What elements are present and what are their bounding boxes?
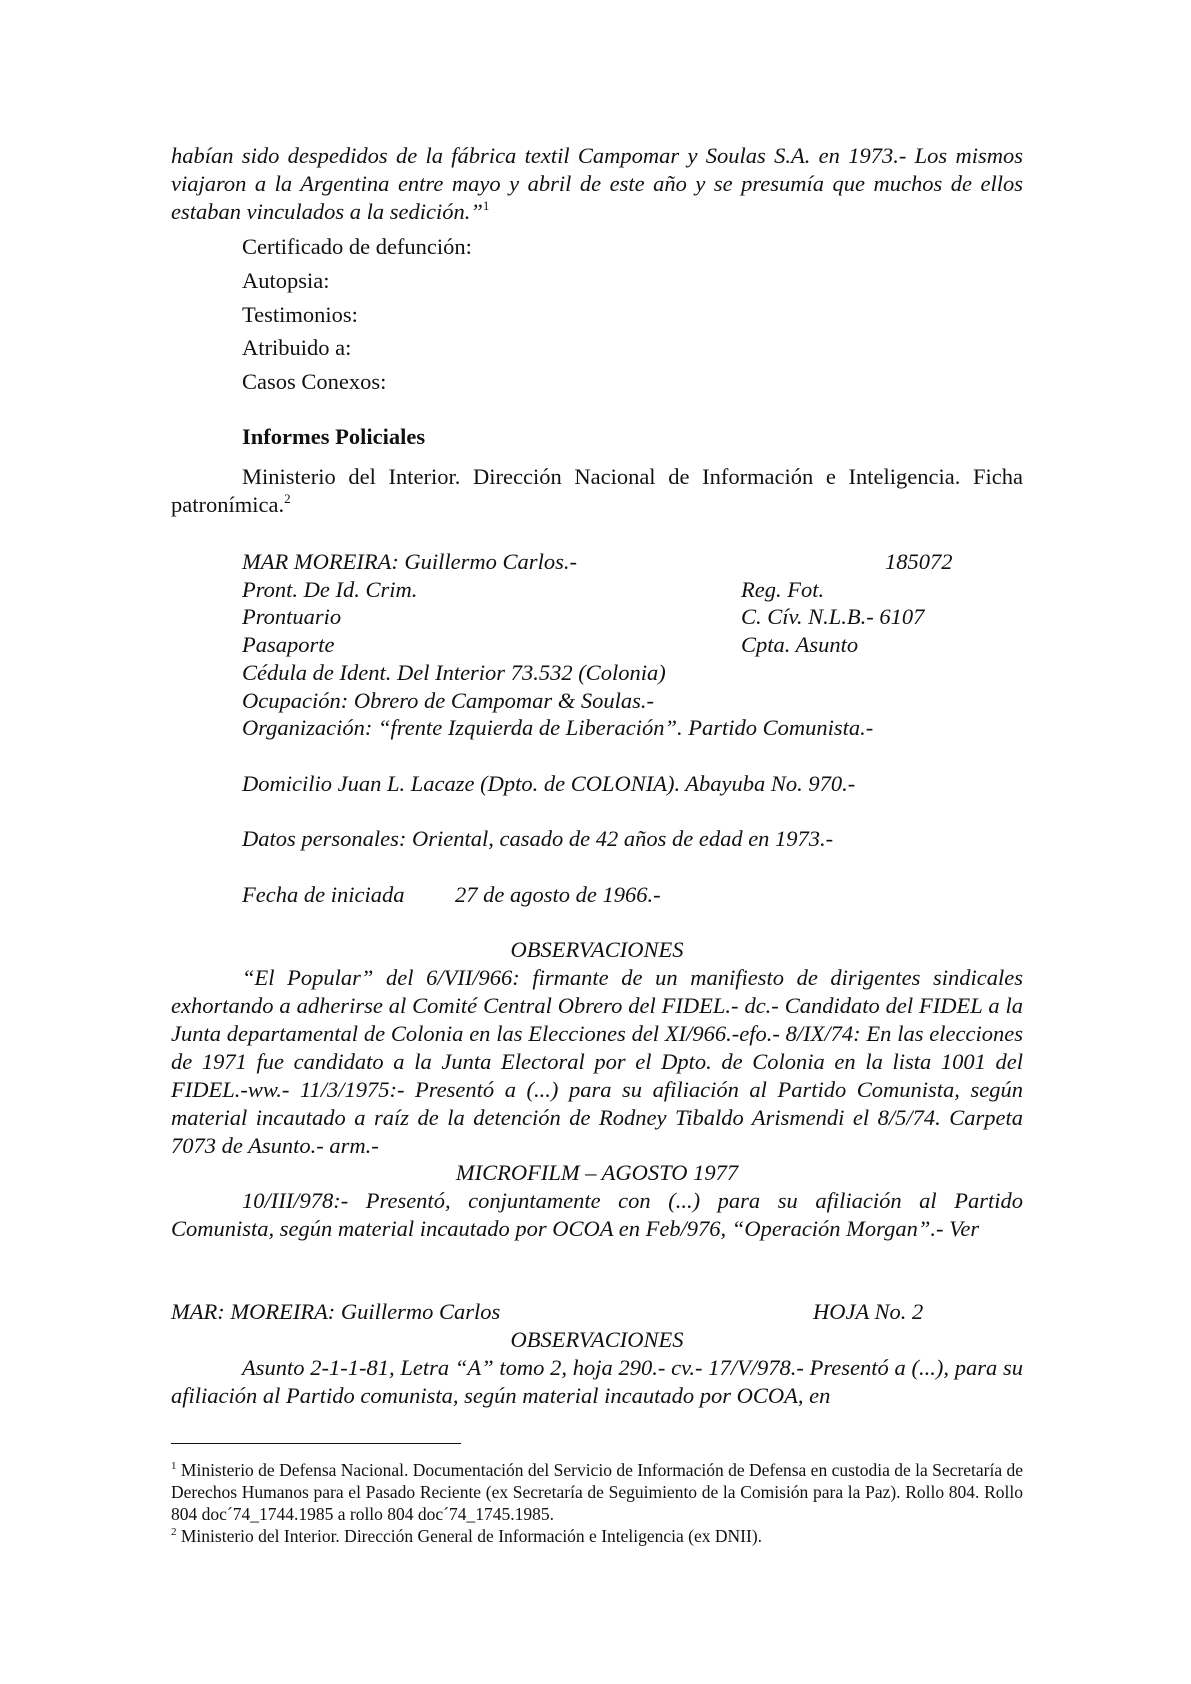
card-number: 185072 xyxy=(885,549,953,574)
ministry-paragraph-text: Ministerio del Interior. Dirección Nacional de Información e Inteligencia. Ficha patronímica. xyxy=(171,464,1023,517)
footnote-separator xyxy=(171,1443,461,1444)
card-row-left: Pront. De Id. Crim. xyxy=(242,577,418,602)
footnote-2-number: 2 xyxy=(171,1526,177,1538)
footnote-ref-2: 2 xyxy=(284,491,291,506)
card-domicilio: Domicilio Juan L. Lacaze (Dpto. de COLONIA). Abayuba No. 970.- xyxy=(242,771,856,796)
card-name: MAR MOREIRA: Guillermo Carlos.- xyxy=(242,549,577,574)
field-certificado: Certificado de defunción: xyxy=(242,234,472,259)
section-heading: Informes Policiales xyxy=(242,424,426,449)
card-datos: Datos personales: Oriental, casado de 42 años de edad en 1973.- xyxy=(242,826,834,851)
observaciones-heading: OBSERVACIONES xyxy=(510,937,684,962)
footnote-2 xyxy=(171,1525,1023,1547)
footnote-ref-1: 1 xyxy=(482,198,490,213)
sheet2-heading: OBSERVACIONES xyxy=(510,1327,684,1352)
intro-paragraph-text: habían sido despedidos de la fábrica textil Campomar y Soulas S.A. en 1973.- Los mismos viajaron a la Argentina entre mayo y abril de este año y se presumía que muchos de ellos estaban vinculados a la sedición.” xyxy=(171,143,1023,224)
card-ocupacion: Ocupación: Obrero de Campomar & Soulas.- xyxy=(242,688,655,713)
field-autopsia: Autopsia: xyxy=(242,268,330,293)
footnote-2-text: Ministerio del Interior. Dirección General de Información e Inteligencia (ex DNII). xyxy=(180,1526,763,1546)
card-fecha-value: 27 de agosto de 1966.- xyxy=(455,882,661,907)
footnote-1-text: Ministerio de Defensa Nacional. Documentación del Servicio de Información de Defensa en custodia de la Secretaría de Derechos Humanos para el Pasado Reciente (ex Secretaría de Seguimiento de la Comisión para la Paz). Rollo 804. Rollo 804 doc´74_1744.1985 a rollo 804 doc´74_1745.1985. xyxy=(171,1460,1024,1524)
sheet2-text: Asunto 2-1-1-81, Letra “A” tomo 2, hoja 290.- cv.- 17/V/978.- Presentó a (...), para su afiliación al Partido comunista, según material incautado por OCOA, en xyxy=(171,1355,1023,1408)
field-atribuido: Atribuido a: xyxy=(242,335,352,360)
microfilm-text: 10/III/978:- Presentó, conjuntamente con (...) para su afiliación al Partido Comunista, según material incautado por OCOA en Feb/976, “Operación Morgan”.- Ver xyxy=(171,1188,1023,1241)
ministry-paragraph xyxy=(171,463,1023,519)
card-row-right: C. Cív. N.L.B.- 6107 xyxy=(741,604,925,629)
card-cedula: Cédula de Ident. Del Interior 73.532 (Colonia) xyxy=(242,660,666,685)
field-casos-conexos: Casos Conexos: xyxy=(242,369,387,394)
footnote-1-number: 1 xyxy=(171,1460,177,1472)
sheet2-name: MAR: MOREIRA: Guillermo Carlos xyxy=(171,1299,501,1324)
microfilm-heading: MICROFILM – AGOSTO 1977 xyxy=(455,1160,739,1185)
card-row-left: Prontuario xyxy=(242,604,342,629)
card-row-left: Pasaporte xyxy=(242,632,335,657)
card-fecha-label: Fecha de iniciada xyxy=(242,882,405,907)
sheet2-label: HOJA No. 2 xyxy=(813,1299,924,1324)
observaciones-text: “El Popular” del 6/VII/966: firmante de un manifiesto de dirigentes sindicales exhortando a adherirse al Comité Central Obrero del FIDEL.- dc.- Candidato del FIDEL a la Junta departamental de Colonia en las Elecciones del XI/966.-efo.- 8/IX/74: En las elecciones de 1971 fue candidato a la Junta Electoral por el Dpto. de Colonia en la lista 1001 del FIDEL.-ww.- 11/3/1975:- Presentó a (...) para su afiliación al Partido Comunista, según material incautado a raíz de la detención de Rodney Tibaldo Arismendi el 8/5/74. Carpeta 7073 de Asunto.- arm.- xyxy=(171,965,1023,1158)
card-row-right: Cpta. Asunto xyxy=(741,632,859,657)
field-testimonios: Testimonios: xyxy=(242,302,358,327)
card-organizacion: Organización: “frente Izquierda de Liberación”. Partido Comunista.- xyxy=(242,715,874,740)
card-row-right: Reg. Fot. xyxy=(741,577,825,602)
intro-paragraph xyxy=(171,142,1023,226)
footnote-1 xyxy=(171,1459,1023,1525)
